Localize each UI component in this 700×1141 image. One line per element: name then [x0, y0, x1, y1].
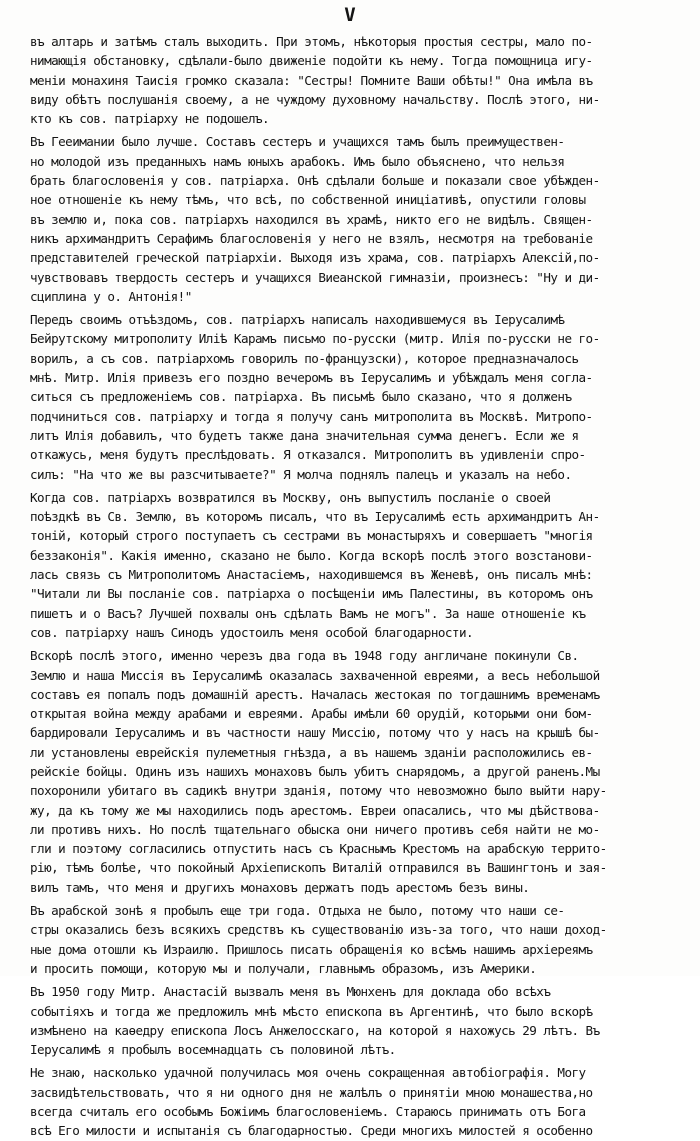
text-line: пишетъ и о Васъ? Лучшей похвалы онъ сдѣлать Вамъ не могъ". За наше отношеніе къ — [30, 605, 586, 621]
text-line: Землю и наша Миссія въ Іерусалимѣ оказалась захваченной евреями, а весь небольшой — [30, 667, 600, 683]
text-line: Бейрутскому митрополиту Иліѣ Карамъ письмо по-русски (митр. Илія по-русски не го- — [30, 331, 600, 347]
text-line: "Читали ли Вы посланіе сов. патріарха о посѣщеніи имъ Палестины, въ которомъ онъ — [30, 586, 593, 602]
paragraph — [30, 310, 680, 484]
text-line: рейскіе бойцы. Одинъ изъ нашихъ монаховъ былъ убитъ снарядомъ, а другой раненъ.Мы — [30, 763, 600, 779]
text-line: Передъ своимъ отъѣздомъ, сов. патріархъ написалъ находившемуся въ Іерусалимѣ — [30, 312, 565, 328]
text-line: похоронили убитаго въ садикѣ внутри зданія, потому что невозможно было выйти нару- — [30, 783, 607, 799]
text-line: въ алтарь и затѣмъ сталъ выходить. При этомъ, нѣкоторыя простыя сестры, мало по- — [30, 34, 593, 49]
text-line: всѣ Его милости и испытанія съ благодарностью. Среди многихъ милостей я особенно — [30, 1123, 593, 1139]
paragraph — [30, 646, 680, 897]
paragraph — [30, 132, 680, 306]
text-line: гли и поэтому согласились отпустить насъ съ Краснымъ Крестомъ на арабскую террито- — [30, 841, 607, 857]
text-line: ное отношеніе къ нему тѣмъ, что всѣ, по собственной иниціативѣ, опустили головы — [30, 192, 586, 208]
text-line: представителей греческой патріархіи. Выходя изъ храма, сов. патріархъ Алексій,по- — [30, 250, 600, 266]
text-line: бардировали Іерусалимъ и въ частности нашу Миссію, потому что у насъ на крышѣ бы- — [30, 725, 600, 741]
body-text — [30, 32, 680, 1141]
text-line: силъ: "На что же вы разсчитываете?" Я молча поднялъ палецъ и указалъ на небо. — [30, 466, 572, 482]
paragraph — [30, 982, 680, 1059]
text-line: ные дома отошли къ Израилю. Пришлось писать обращенія ко всѣмъ нашимъ архіереямъ — [30, 941, 593, 957]
text-line: составъ ея попалъ подъ домашній арестъ. Началась жестокая по тогдашнимъ временамъ — [30, 686, 600, 702]
text-line: подчиниться сов. патріарху и тогда я получу санъ митрополита въ Москвѣ. Митропо- — [30, 408, 593, 424]
text-line: никъ архимандритъ Серафимъ благословенія у него не взялъ, несмотря на требованіе — [30, 230, 593, 246]
text-line: засвидѣтельствовать, что я ни одного дня не жалѣлъ о принятіи мною монашества,но — [30, 1084, 593, 1100]
text-line: брать благословенія у сов. патріарха. Онѣ сдѣлали больше и показали свое убѣжден- — [30, 173, 600, 189]
text-line: стры оказались безъ всякихъ средствъ къ существованію изъ-за того, что наши доход- — [30, 922, 607, 938]
page-number: V — [344, 4, 356, 26]
text-line: Въ Гееимании было лучше. Составъ сестеръ и учащихся тамъ былъ преимуществен- — [30, 134, 565, 150]
text-line: Въ 1950 году Митр. Анастасій вызвалъ меня въ Мюнхенъ для доклада обо всѣхъ — [30, 984, 551, 1000]
text-line: кто къ сов. патріарху не подошелъ. — [30, 111, 270, 127]
text-line: чувствовавъ твердость сестеръ и учащихся Виеанской гимназіи, произнесъ: "Ну и ди- — [30, 269, 600, 285]
text-line: ли установлены еврейскія пулеметныя гнѣзда, а въ нашемъ зданіи расположились ев- — [30, 744, 593, 760]
text-line: всегда считалъ его особымъ Божіимъ благословеніемъ. Стараюсь принимать отъ Бога — [30, 1104, 586, 1120]
text-line: лась связь съ Митрополитомъ Анастасіемъ, находившемся въ Женевѣ, онъ писалъ мнѣ: — [30, 567, 593, 583]
text-line: откажусь, меня будутъ преслѣдовать. Я отказался. Митрополитъ въ удивленіи спро- — [30, 447, 586, 463]
paragraph — [30, 901, 680, 978]
paragraph — [30, 1063, 680, 1140]
text-line: ворилъ, а съ сов. патріархомъ говорилъ по-французски), которое предназначалось — [30, 350, 579, 366]
text-line: Въ арабской зонѣ я пробылъ еще три года. Отдыха не было, потому что наши се- — [30, 903, 565, 919]
paragraph — [30, 488, 680, 642]
text-line: Іерусалимѣ я пробылъ восемнадцать съ половиной лѣтъ. — [30, 1042, 396, 1058]
text-line: виду обѣтъ послушанія своему, а не чуждому духовному начальству. Послѣ этого, ни- — [30, 91, 600, 107]
text-line: событіяхъ и тогда же предложилъ мнѣ мѣсто епископа въ Аргентинѣ, что было вскорѣ — [30, 1003, 593, 1019]
text-line: вилъ тамъ, что меня и другихъ монаховъ держатъ подъ арестомъ безъ вины. — [30, 879, 530, 895]
text-line: тоній, который строго поступаетъ съ сестрами въ монастыряхъ и совершаетъ "многія — [30, 528, 593, 544]
text-line: мнѣ. Митр. Илія привезъ его поздно вечеромъ въ Іерусалимъ и убѣждалъ меня согла- — [30, 370, 593, 386]
text-line: открытая война между арабами и евреями. Арабы имѣли 60 орудій, которыми они бом- — [30, 706, 593, 722]
text-line: поѣздкѣ въ Св. Землю, въ которомъ писалъ, что въ Іерусалимѣ есть архимандритъ Ан- — [30, 509, 600, 525]
text-line: и просить помощи, которую мы и получали, главнымъ образомъ, изъ Америки. — [30, 960, 537, 976]
paragraph — [30, 32, 680, 128]
text-line: литъ Илія добавилъ, что будетъ также дана значительная сумма денегъ. Если же я — [30, 427, 579, 443]
text-line: но молодой изъ преданныхъ намъ юныхъ арабокъ. Имъ было объяснено, что нельзя — [30, 153, 565, 169]
text-line: беззаконія". Какія именно, сказано не было. Когда вскорѣ послѣ этого возстанови- — [30, 547, 593, 563]
text-line: жу, да къ тому же мы находились подъ арестомъ. Евреи опасались, что мы дѣйствова- — [30, 802, 600, 818]
text-line: въ землю и, пока сов. патріархъ находился въ храмѣ, никто его не видѣлъ. Священ- — [30, 211, 593, 227]
text-line: измѣнено на каѳедру епископа Лосъ Анжелосскаго, на которой я нахожусь 29 лѣтъ. Въ — [30, 1022, 600, 1038]
text-line: ситься съ предложеніемъ сов. патріарха. Въ письмѣ было сказано, что я долженъ — [30, 389, 572, 405]
text-line: Вскорѣ послѣ этого, именно черезъ два года въ 1948 году англичане покинули Св. — [30, 648, 579, 664]
text-line: Когда сов. патріархъ возвратился въ Москву, онъ выпустилъ посланіе о своей — [30, 489, 551, 505]
text-line: ли противъ нихъ. Но послѣ тщательнаго обыска они ничего противъ себя найти не мо- — [30, 821, 600, 837]
text-line: меніи монахиня Таисія громко сказала: "Сестры! Помните Ваши обѣты!" Она имѣла въ — [30, 72, 593, 88]
text-line: рію, тѣмъ болѣе, что покойный Архіепископъ Виталій отправился въ Вашингтонъ и зая- — [30, 860, 607, 876]
text-line: сов. патріарху нашъ Синодъ удостоилъ меня особой благодарности. — [30, 624, 474, 640]
text-line: нимающія обстановку, сдѣлали-было движеніе подойти къ нему. Тогда помощница игу- — [30, 53, 593, 69]
text-line: сциплина у о. Антонія!" — [30, 288, 192, 304]
text-line: Не знаю, насколько удачной получилась моя очень сокращенная автобіографія. Могу — [30, 1065, 586, 1081]
